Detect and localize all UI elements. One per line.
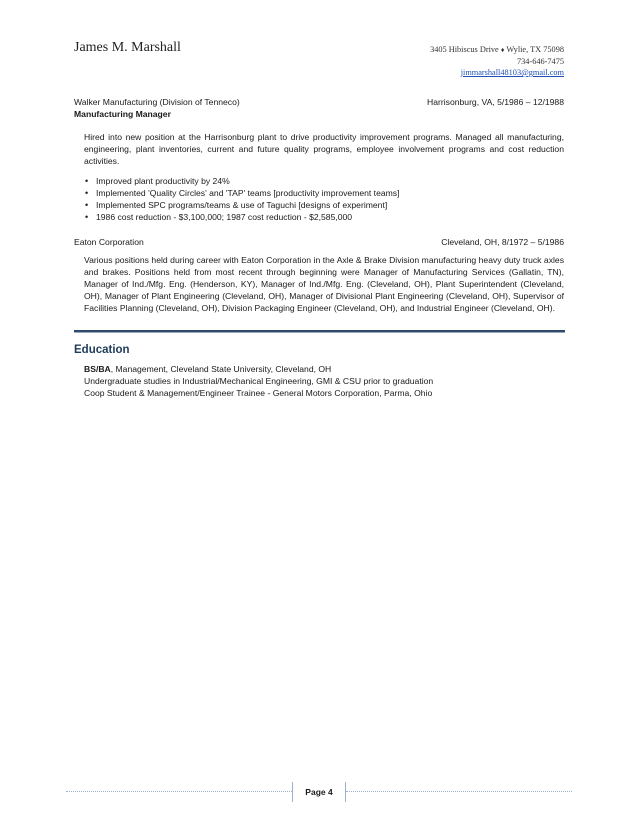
job-header-row [74,96,564,108]
location-dates: Cleveland, OH, 8/1972 – 5/1986 [441,237,564,247]
list-item: • 1986 cost reduction - $3,100,000; 1987 cost reduction - $2,585,000 [84,211,564,223]
degree-line [84,363,564,375]
list-item: • Implemented SPC programs/teams & use of Taguchi [designs of experiment] [84,199,564,211]
diamond-separator-icon: ♦ [500,46,505,54]
contact-block [430,44,564,78]
address-line [430,44,564,56]
email-link[interactable]: jimmarshall48103@gmail.com [460,68,564,77]
job-header-row [74,236,564,248]
company-name: Walker Manufacturing (Division of Tenneco) [74,97,240,107]
section-divider [74,330,565,333]
education-line: Coop Student & Management/Engineer Trainee - General Motors Corporation, Parma, Ohio [84,388,433,398]
list-item: • Implemented 'Quality Circles' and 'TAP' teams [productivity improvement teams] [84,187,564,199]
company-name: Eaton Corporation [74,237,144,247]
degree-details: , Management, Cleveland State University, Cleveland, OH [110,364,332,374]
page-number: Page 4 [292,782,346,802]
education-line: Undergraduate studies in Industrial/Mechanical Engineering, GMI & CSU prior to graduation [84,376,434,386]
education-heading: Education [74,344,130,356]
candidate-name: James M. Marshall [74,40,181,55]
achievement-list [84,175,564,223]
list-item: • Improved plant productivity by 24% [84,175,564,187]
location-dates: Harrisonburg, VA, 5/1986 – 12/1988 [427,97,564,107]
job-title: Manufacturing Manager [74,109,171,119]
street-address: 3405 Hibiscus Drive [430,45,499,54]
job-entry-walker [74,96,564,223]
job-entry-eaton [74,236,564,314]
footer-rule-right [346,791,572,793]
education-section [84,363,564,399]
footer-rule-left [66,791,292,793]
degree-name: BS/BA [84,364,111,374]
job-description: Hired into new position at the Harrisonburg plant to drive productivity improvement programs. Managed all manufacturing, engineering, plant inventories, current and future quality programs, employee involvement programs and cost reduction activities. [84,132,564,166]
phone-number: 734-646-7475 [516,57,564,66]
job-description: Various positions held during career with Eaton Corporation in the Axle & Brake Division manufacturing heavy duty truck axles and brakes. Positions held from most recent through beginning were Manager of Manufacturing Services (Gallatin, TN), Manager of Ind./Mfg. Eng. (Henderson, KY), Manager of Ind./Mfg. Eng. (Cleveland, OH), Plant Superintendent (Cleveland, OH), Manager of Plant Engineering (Cleveland, OH), Manager of Divisional Plant Engineering (Cleveland, OH), Supervisor of Facilities Planning (Cleveland, OH), Division Packaging Engineer (Cleveland, OH), and Industrial Engineer (Cleveland, OH). [84,255,564,313]
city-state-zip: Wylie, TX 75098 [506,45,564,54]
